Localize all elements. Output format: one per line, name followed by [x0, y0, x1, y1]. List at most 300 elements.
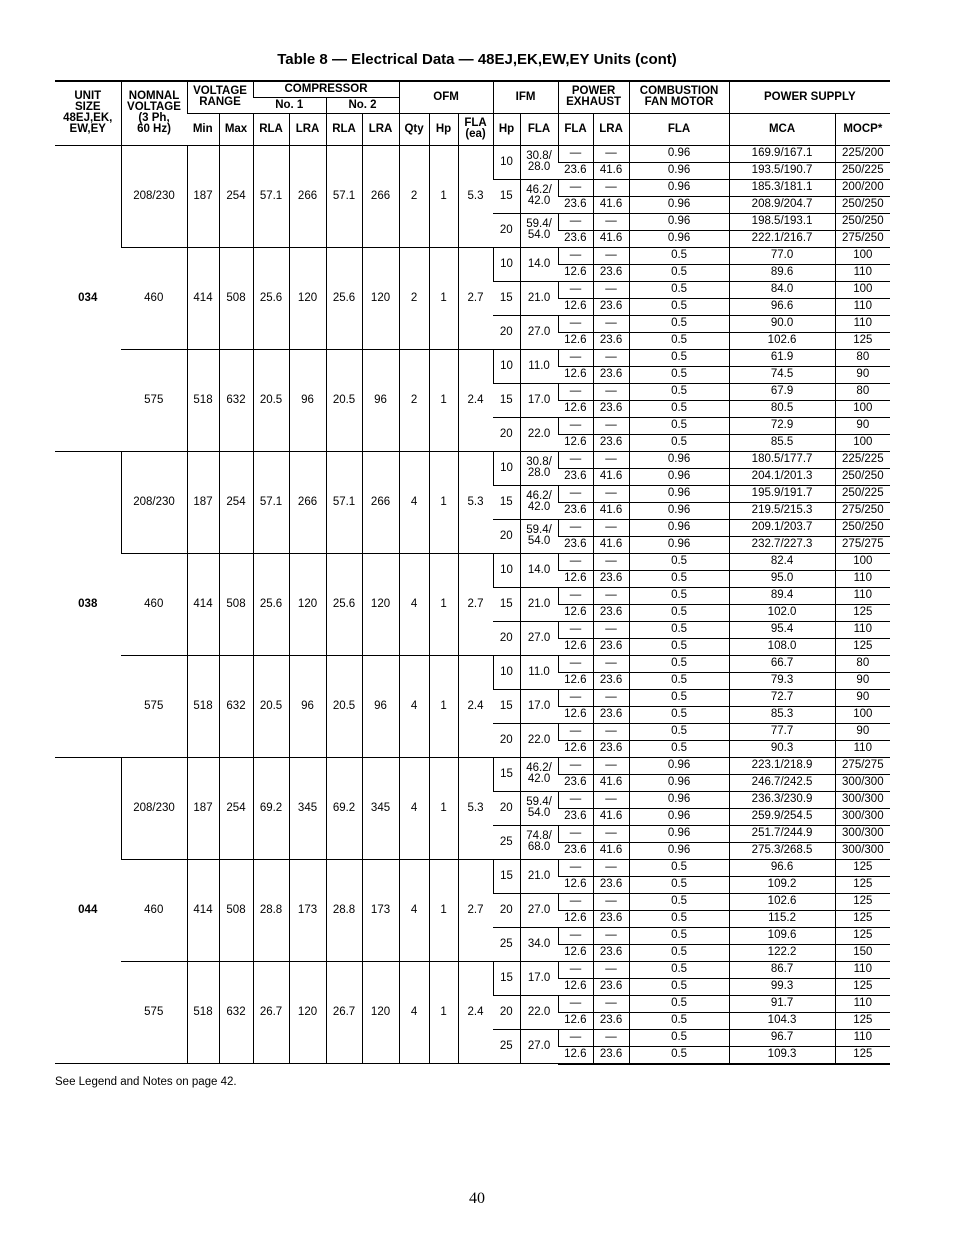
- table-body: [55, 145, 890, 1064]
- footnote: See Legend and Notes on page 42.: [55, 1076, 237, 1088]
- power-exhaust-lra-cell: —: [593, 281, 629, 298]
- power-exhaust-lra-cell: 23.6: [593, 400, 629, 417]
- mocp-cell: 275/275: [835, 536, 890, 553]
- power-exhaust-fla-cell: 12.6: [558, 944, 593, 961]
- mocp-cell: 275/275: [835, 757, 890, 774]
- ifm-fla-cell: 34.0: [520, 927, 558, 961]
- table-row: [55, 757, 890, 774]
- header-min: Min: [187, 113, 219, 145]
- combustion-fla-cell: 0.96: [629, 842, 729, 859]
- power-exhaust-fla-cell: 12.6: [558, 1046, 593, 1064]
- ifm-fla-cell: 14.0: [520, 553, 558, 587]
- mocp-cell: 275/250: [835, 230, 890, 247]
- mca-cell: 90.0: [729, 315, 835, 332]
- combustion-fla-cell: 0.5: [629, 383, 729, 400]
- mca-cell: 232.7/227.3: [729, 536, 835, 553]
- mca-cell: 82.4: [729, 553, 835, 570]
- power-exhaust-lra-cell: 41.6: [593, 774, 629, 791]
- mocp-cell: 150: [835, 944, 890, 961]
- power-exhaust-lra-cell: —: [593, 689, 629, 706]
- ofm-hp-cell: 1: [429, 655, 458, 757]
- power-exhaust-lra-cell: —: [593, 825, 629, 842]
- power-exhaust-lra-cell: 23.6: [593, 638, 629, 655]
- mocp-cell: 90: [835, 417, 890, 434]
- ifm-fla-cell: 27.0: [520, 315, 558, 349]
- power-exhaust-lra-cell: —: [593, 383, 629, 400]
- power-exhaust-lra-cell: —: [593, 1029, 629, 1046]
- power-exhaust-fla-cell: 23.6: [558, 196, 593, 213]
- ifm-hp-cell: 20: [493, 621, 520, 655]
- power-exhaust-lra-cell: —: [593, 417, 629, 434]
- combustion-fla-cell: 0.96: [629, 757, 729, 774]
- mocp-cell: 90: [835, 672, 890, 689]
- voltage-max-cell: 508: [219, 247, 253, 349]
- mca-cell: 95.0: [729, 570, 835, 587]
- combustion-fla-cell: 0.5: [629, 247, 729, 264]
- combustion-fla-cell: 0.5: [629, 995, 729, 1012]
- power-exhaust-lra-cell: —: [593, 927, 629, 944]
- mca-cell: 61.9: [729, 349, 835, 366]
- power-exhaust-lra-cell: —: [593, 791, 629, 808]
- ofm-qty-cell: 2: [399, 349, 429, 451]
- power-exhaust-fla-cell: 12.6: [558, 332, 593, 349]
- header-ifm: IFM: [493, 81, 558, 113]
- combustion-fla-cell: 0.96: [629, 502, 729, 519]
- mca-cell: 251.7/244.9: [729, 825, 835, 842]
- ofm-fla-cell: 5.3: [458, 757, 493, 859]
- nominal-voltage-cell: 575: [121, 655, 187, 757]
- mocp-cell: 300/300: [835, 791, 890, 808]
- power-exhaust-fla-cell: 12.6: [558, 400, 593, 417]
- ifm-fla-cell: 22.0: [520, 723, 558, 757]
- mca-cell: 246.7/242.5: [729, 774, 835, 791]
- combustion-fla-cell: 0.96: [629, 213, 729, 230]
- combustion-fla-cell: 0.5: [629, 910, 729, 927]
- table-row: [55, 553, 890, 570]
- power-exhaust-lra-cell: —: [593, 247, 629, 264]
- header-compressor: COMPRESSOR: [253, 81, 399, 97]
- compressor2-rla-cell: 57.1: [326, 451, 362, 553]
- header-compressor-no2: No. 2: [326, 97, 399, 113]
- mca-cell: 102.6: [729, 893, 835, 910]
- mocp-cell: 275/250: [835, 502, 890, 519]
- combustion-fla-cell: 0.5: [629, 315, 729, 332]
- compressor2-lra-cell: 266: [362, 451, 399, 553]
- compressor2-lra-cell: 120: [362, 247, 399, 349]
- unit-size-cell: 044: [55, 757, 121, 1064]
- ofm-hp-cell: 1: [429, 553, 458, 655]
- mocp-cell: 200/200: [835, 179, 890, 196]
- power-exhaust-lra-cell: 41.6: [593, 468, 629, 485]
- combustion-fla-cell: 0.5: [629, 298, 729, 315]
- voltage-min-cell: 518: [187, 349, 219, 451]
- power-exhaust-fla-cell: —: [558, 961, 593, 978]
- nominal-voltage-cell: 208/230: [121, 145, 187, 247]
- ifm-hp-cell: 20: [493, 213, 520, 247]
- power-exhaust-fla-cell: 12.6: [558, 910, 593, 927]
- power-exhaust-fla-cell: —: [558, 315, 593, 332]
- table-row: [55, 655, 890, 672]
- mocp-cell: 125: [835, 910, 890, 927]
- voltage-max-cell: 254: [219, 145, 253, 247]
- combustion-fla-cell: 0.5: [629, 706, 729, 723]
- ifm-hp-cell: 10: [493, 655, 520, 689]
- header-pe-lra: LRA: [593, 113, 629, 145]
- ofm-qty-cell: 2: [399, 247, 429, 349]
- ifm-hp-cell: 15: [493, 383, 520, 417]
- mocp-cell: 125: [835, 1012, 890, 1029]
- nominal-voltage-cell: 208/230: [121, 451, 187, 553]
- mca-cell: 115.2: [729, 910, 835, 927]
- mocp-cell: 110: [835, 315, 890, 332]
- voltage-max-cell: 508: [219, 859, 253, 961]
- mca-cell: 259.9/254.5: [729, 808, 835, 825]
- mocp-cell: 250/225: [835, 485, 890, 502]
- mca-cell: 85.5: [729, 434, 835, 451]
- mca-cell: 209.1/203.7: [729, 519, 835, 536]
- mocp-cell: 125: [835, 604, 890, 621]
- mca-cell: 85.3: [729, 706, 835, 723]
- table-row: [55, 247, 890, 264]
- voltage-min-cell: 414: [187, 553, 219, 655]
- ofm-hp-cell: 1: [429, 859, 458, 961]
- table-row: [55, 349, 890, 366]
- header-voltage-range: VOLTAGE RANGE: [187, 81, 253, 113]
- ifm-hp-cell: 20: [493, 519, 520, 553]
- mca-cell: 77.0: [729, 247, 835, 264]
- voltage-max-cell: 632: [219, 961, 253, 1064]
- power-exhaust-fla-cell: 12.6: [558, 706, 593, 723]
- compressor2-lra-cell: 120: [362, 553, 399, 655]
- power-exhaust-fla-cell: —: [558, 995, 593, 1012]
- ifm-hp-cell: 15: [493, 689, 520, 723]
- ifm-hp-cell: 25: [493, 927, 520, 961]
- power-exhaust-fla-cell: 12.6: [558, 672, 593, 689]
- header-c2-rla: RLA: [326, 113, 362, 145]
- ofm-qty-cell: 4: [399, 451, 429, 553]
- compressor2-lra-cell: 96: [362, 655, 399, 757]
- power-exhaust-fla-cell: 23.6: [558, 536, 593, 553]
- mca-cell: 219.5/215.3: [729, 502, 835, 519]
- power-exhaust-lra-cell: —: [593, 485, 629, 502]
- compressor2-rla-cell: 20.5: [326, 655, 362, 757]
- ifm-fla-cell: 30.8/ 28.0: [520, 451, 558, 485]
- combustion-fla-cell: 0.5: [629, 1029, 729, 1046]
- compressor2-lra-cell: 266: [362, 145, 399, 247]
- header-ofm-qty: Qty: [399, 113, 429, 145]
- mca-cell: 223.1/218.9: [729, 757, 835, 774]
- ofm-qty-cell: 4: [399, 553, 429, 655]
- power-exhaust-fla-cell: 12.6: [558, 264, 593, 281]
- combustion-fla-cell: 0.5: [629, 417, 729, 434]
- nominal-voltage-cell: 460: [121, 553, 187, 655]
- combustion-fla-cell: 0.5: [629, 978, 729, 995]
- combustion-fla-cell: 0.5: [629, 672, 729, 689]
- header-ifm-fla: FLA: [520, 113, 558, 145]
- combustion-fla-cell: 0.5: [629, 689, 729, 706]
- ifm-hp-cell: 20: [493, 791, 520, 825]
- power-exhaust-fla-cell: —: [558, 451, 593, 468]
- power-exhaust-lra-cell: 23.6: [593, 570, 629, 587]
- mca-cell: 236.3/230.9: [729, 791, 835, 808]
- mocp-cell: 110: [835, 961, 890, 978]
- ifm-hp-cell: 25: [493, 825, 520, 859]
- power-exhaust-fla-cell: —: [558, 723, 593, 740]
- mca-cell: 169.9/167.1: [729, 145, 835, 162]
- combustion-fla-cell: 0.5: [629, 876, 729, 893]
- compressor1-lra-cell: 345: [289, 757, 326, 859]
- compressor1-rla-cell: 20.5: [253, 655, 289, 757]
- mca-cell: 77.7: [729, 723, 835, 740]
- header-compressor-no1: No. 1: [253, 97, 326, 113]
- power-exhaust-lra-cell: 41.6: [593, 536, 629, 553]
- power-exhaust-lra-cell: 23.6: [593, 944, 629, 961]
- combustion-fla-cell: 0.96: [629, 485, 729, 502]
- ifm-fla-cell: 17.0: [520, 383, 558, 417]
- power-exhaust-lra-cell: 23.6: [593, 672, 629, 689]
- ofm-hp-cell: 1: [429, 145, 458, 247]
- compressor1-rla-cell: 26.7: [253, 961, 289, 1064]
- power-exhaust-fla-cell: —: [558, 1029, 593, 1046]
- combustion-fla-cell: 0.5: [629, 927, 729, 944]
- compressor1-rla-cell: 57.1: [253, 145, 289, 247]
- header-c1-rla: RLA: [253, 113, 289, 145]
- ifm-hp-cell: 15: [493, 281, 520, 315]
- mocp-cell: 250/250: [835, 468, 890, 485]
- combustion-fla-cell: 0.5: [629, 621, 729, 638]
- power-exhaust-lra-cell: 41.6: [593, 502, 629, 519]
- header-mca: MCA: [729, 113, 835, 145]
- power-exhaust-lra-cell: 23.6: [593, 332, 629, 349]
- compressor2-lra-cell: 173: [362, 859, 399, 961]
- nominal-voltage-cell: 460: [121, 247, 187, 349]
- mca-cell: 96.6: [729, 859, 835, 876]
- power-exhaust-fla-cell: —: [558, 689, 593, 706]
- mocp-cell: 80: [835, 383, 890, 400]
- mocp-cell: 80: [835, 655, 890, 672]
- ifm-hp-cell: 20: [493, 417, 520, 451]
- mca-cell: 95.4: [729, 621, 835, 638]
- compressor2-lra-cell: 120: [362, 961, 399, 1064]
- mca-cell: 80.5: [729, 400, 835, 417]
- power-exhaust-lra-cell: —: [593, 145, 629, 162]
- mca-cell: 96.6: [729, 298, 835, 315]
- mca-cell: 91.7: [729, 995, 835, 1012]
- power-exhaust-fla-cell: 12.6: [558, 876, 593, 893]
- power-exhaust-lra-cell: 23.6: [593, 910, 629, 927]
- power-exhaust-fla-cell: —: [558, 553, 593, 570]
- combustion-fla-cell: 0.5: [629, 893, 729, 910]
- table-row: [55, 451, 890, 468]
- mca-cell: 122.2: [729, 944, 835, 961]
- mocp-cell: 90: [835, 689, 890, 706]
- compressor1-lra-cell: 96: [289, 349, 326, 451]
- ifm-fla-cell: 59.4/ 54.0: [520, 213, 558, 247]
- ifm-fla-cell: 21.0: [520, 587, 558, 621]
- mca-cell: 195.9/191.7: [729, 485, 835, 502]
- power-exhaust-lra-cell: 23.6: [593, 706, 629, 723]
- page-number: 40: [469, 1190, 485, 1207]
- ifm-hp-cell: 20: [493, 995, 520, 1029]
- voltage-max-cell: 254: [219, 451, 253, 553]
- mocp-cell: 110: [835, 995, 890, 1012]
- combustion-fla-cell: 0.5: [629, 553, 729, 570]
- combustion-fla-cell: 0.96: [629, 808, 729, 825]
- voltage-max-cell: 632: [219, 655, 253, 757]
- ifm-fla-cell: 14.0: [520, 247, 558, 281]
- power-exhaust-fla-cell: —: [558, 621, 593, 638]
- header-pe-fla: FLA: [558, 113, 593, 145]
- combustion-fla-cell: 0.5: [629, 349, 729, 366]
- header-power-supply: POWER SUPPLY: [729, 81, 890, 113]
- ifm-hp-cell: 15: [493, 587, 520, 621]
- ifm-fla-cell: 22.0: [520, 995, 558, 1029]
- ofm-qty-cell: 4: [399, 757, 429, 859]
- power-exhaust-fla-cell: —: [558, 927, 593, 944]
- combustion-fla-cell: 0.96: [629, 230, 729, 247]
- ifm-fla-cell: 11.0: [520, 349, 558, 383]
- mca-cell: 208.9/204.7: [729, 196, 835, 213]
- mocp-cell: 125: [835, 893, 890, 910]
- table-row: [55, 961, 890, 978]
- power-exhaust-fla-cell: 23.6: [558, 842, 593, 859]
- mocp-cell: 125: [835, 859, 890, 876]
- ifm-hp-cell: 20: [493, 723, 520, 757]
- mca-cell: 72.7: [729, 689, 835, 706]
- unit-size-cell: 038: [55, 451, 121, 757]
- mca-cell: 180.5/177.7: [729, 451, 835, 468]
- mca-cell: 66.7: [729, 655, 835, 672]
- power-exhaust-fla-cell: 12.6: [558, 604, 593, 621]
- mca-cell: 185.3/181.1: [729, 179, 835, 196]
- power-exhaust-fla-cell: 12.6: [558, 740, 593, 757]
- ifm-fla-cell: 17.0: [520, 689, 558, 723]
- header-c1-lra: LRA: [289, 113, 326, 145]
- power-exhaust-fla-cell: —: [558, 179, 593, 196]
- table-title: Table 8 — Electrical Data — 48EJ,EK,EW,EY Units (cont): [277, 51, 677, 68]
- compressor1-rla-cell: 57.1: [253, 451, 289, 553]
- compressor1-lra-cell: 96: [289, 655, 326, 757]
- ofm-qty-cell: 4: [399, 655, 429, 757]
- voltage-min-cell: 187: [187, 145, 219, 247]
- power-exhaust-lra-cell: —: [593, 213, 629, 230]
- mocp-cell: 300/300: [835, 774, 890, 791]
- combustion-fla-cell: 0.5: [629, 1046, 729, 1064]
- combustion-fla-cell: 0.5: [629, 587, 729, 604]
- mocp-cell: 250/225: [835, 162, 890, 179]
- ifm-fla-cell: 59.4/ 54.0: [520, 791, 558, 825]
- ifm-fla-cell: 46.2/ 42.0: [520, 485, 558, 519]
- ifm-hp-cell: 10: [493, 553, 520, 587]
- power-exhaust-fla-cell: 23.6: [558, 774, 593, 791]
- mocp-cell: 110: [835, 1029, 890, 1046]
- compressor1-rla-cell: 20.5: [253, 349, 289, 451]
- ifm-hp-cell: 20: [493, 315, 520, 349]
- ifm-fla-cell: 46.2/ 42.0: [520, 757, 558, 791]
- combustion-fla-cell: 0.5: [629, 366, 729, 383]
- combustion-fla-cell: 0.5: [629, 723, 729, 740]
- mca-cell: 72.9: [729, 417, 835, 434]
- ifm-hp-cell: 10: [493, 145, 520, 179]
- mca-cell: 108.0: [729, 638, 835, 655]
- mocp-cell: 90: [835, 723, 890, 740]
- ifm-hp-cell: 10: [493, 451, 520, 485]
- power-exhaust-lra-cell: —: [593, 859, 629, 876]
- voltage-min-cell: 187: [187, 757, 219, 859]
- power-exhaust-lra-cell: —: [593, 893, 629, 910]
- compressor1-lra-cell: 120: [289, 247, 326, 349]
- combustion-fla-cell: 0.5: [629, 400, 729, 417]
- compressor2-lra-cell: 345: [362, 757, 399, 859]
- mca-cell: 96.7: [729, 1029, 835, 1046]
- power-exhaust-fla-cell: 12.6: [558, 570, 593, 587]
- mca-cell: 84.0: [729, 281, 835, 298]
- power-exhaust-fla-cell: —: [558, 825, 593, 842]
- power-exhaust-fla-cell: —: [558, 893, 593, 910]
- mocp-cell: 125: [835, 978, 890, 995]
- ifm-fla-cell: 30.8/ 28.0: [520, 145, 558, 179]
- power-exhaust-fla-cell: 23.6: [558, 468, 593, 485]
- power-exhaust-fla-cell: —: [558, 145, 593, 162]
- compressor2-rla-cell: 28.8: [326, 859, 362, 961]
- ofm-fla-cell: 5.3: [458, 451, 493, 553]
- ofm-fla-cell: 2.7: [458, 859, 493, 961]
- mocp-cell: 100: [835, 434, 890, 451]
- combustion-fla-cell: 0.5: [629, 740, 729, 757]
- mocp-cell: 125: [835, 638, 890, 655]
- power-exhaust-fla-cell: 12.6: [558, 298, 593, 315]
- compressor1-lra-cell: 266: [289, 145, 326, 247]
- mocp-cell: 225/200: [835, 145, 890, 162]
- ifm-hp-cell: 10: [493, 349, 520, 383]
- combustion-fla-cell: 0.96: [629, 468, 729, 485]
- header-unit-size: UNIT SIZE 48EJ,EK, EW,EY: [55, 81, 121, 145]
- mocp-cell: 110: [835, 740, 890, 757]
- nominal-voltage-cell: 460: [121, 859, 187, 961]
- ifm-hp-cell: 15: [493, 757, 520, 791]
- compressor1-rla-cell: 69.2: [253, 757, 289, 859]
- mocp-cell: 100: [835, 247, 890, 264]
- power-exhaust-lra-cell: 23.6: [593, 978, 629, 995]
- combustion-fla-cell: 0.5: [629, 944, 729, 961]
- power-exhaust-lra-cell: —: [593, 179, 629, 196]
- table-header: [55, 81, 890, 145]
- mca-cell: 102.0: [729, 604, 835, 621]
- ofm-fla-cell: 5.3: [458, 145, 493, 247]
- mca-cell: 275.3/268.5: [729, 842, 835, 859]
- ifm-fla-cell: 11.0: [520, 655, 558, 689]
- mca-cell: 90.3: [729, 740, 835, 757]
- mca-cell: 89.6: [729, 264, 835, 281]
- header-ofm-fla: FLA (ea): [458, 113, 493, 145]
- power-exhaust-lra-cell: 41.6: [593, 842, 629, 859]
- header-mocp: MOCP*: [835, 113, 890, 145]
- ifm-hp-cell: 25: [493, 1029, 520, 1064]
- mca-cell: 104.3: [729, 1012, 835, 1029]
- mca-cell: 109.3: [729, 1046, 835, 1064]
- mocp-cell: 110: [835, 587, 890, 604]
- ifm-hp-cell: 15: [493, 859, 520, 893]
- power-exhaust-fla-cell: —: [558, 349, 593, 366]
- combustion-fla-cell: 0.96: [629, 145, 729, 162]
- power-exhaust-lra-cell: —: [593, 315, 629, 332]
- power-exhaust-lra-cell: 23.6: [593, 366, 629, 383]
- mca-cell: 109.6: [729, 927, 835, 944]
- compressor2-lra-cell: 96: [362, 349, 399, 451]
- compressor2-rla-cell: 25.6: [326, 247, 362, 349]
- table-row: [55, 859, 890, 876]
- ofm-hp-cell: 1: [429, 451, 458, 553]
